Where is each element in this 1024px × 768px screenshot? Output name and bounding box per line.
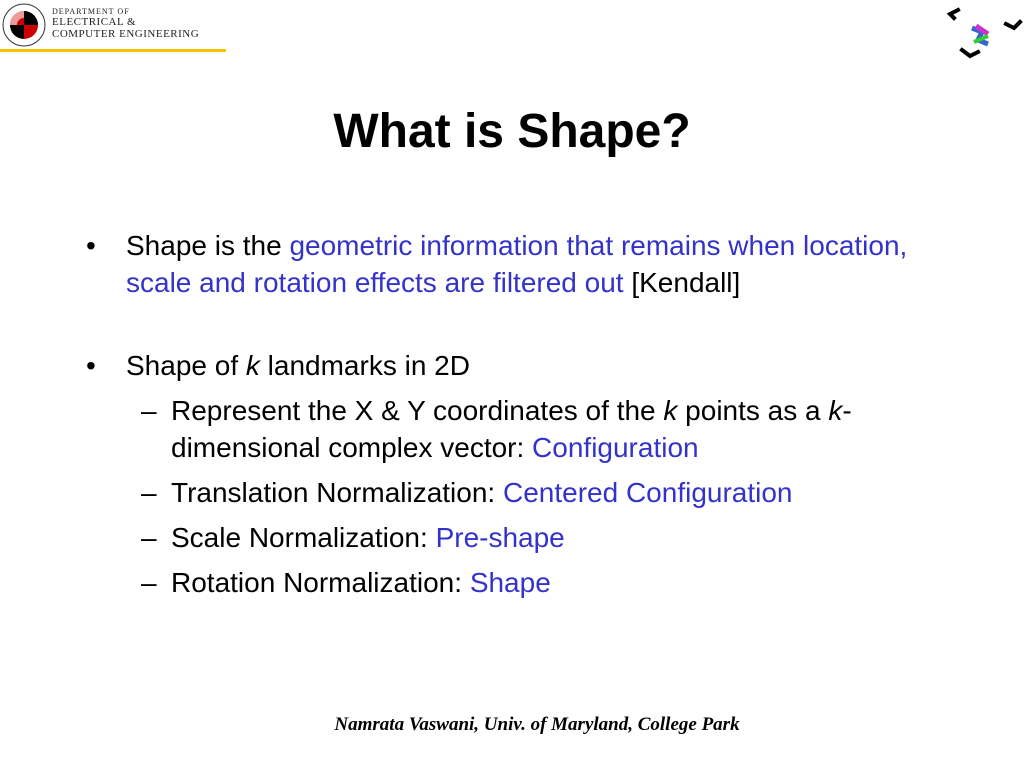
sub-bullet-configuration bbox=[86, 392, 956, 466]
sub-highlight: Shape bbox=[469, 567, 551, 598]
sub-highlight: Centered Configuration bbox=[502, 477, 793, 508]
bullet-mark: • bbox=[86, 230, 96, 261]
slide-footer: Namrata Vaswani, Univ. of Maryland, College Park bbox=[334, 714, 740, 735]
bullet-shape-landmarks bbox=[86, 347, 956, 384]
slide-body bbox=[86, 227, 956, 601]
corner-logo-icon bbox=[944, 4, 1024, 64]
sub-bullet-dash: – bbox=[141, 395, 157, 426]
bullet-text-suffix: landmarks in 2D bbox=[259, 350, 470, 381]
sub-text-a: Represent the X & Y coordinates of the bbox=[171, 395, 664, 426]
dept-line-1: DEPARTMENT OF bbox=[52, 7, 130, 16]
sub-text-b: points as a bbox=[677, 395, 829, 426]
sub-italic-k1: k bbox=[663, 395, 678, 426]
sub-text-c: -dimensional complex vector: bbox=[171, 395, 852, 463]
sub-text: Rotation Normalization: bbox=[171, 567, 470, 598]
bullet-mark: • bbox=[86, 350, 96, 381]
sub-bullet-scale bbox=[86, 519, 956, 556]
sub-italic-k2: k bbox=[828, 395, 843, 426]
sub-bullet-dash: – bbox=[141, 477, 157, 508]
department-name bbox=[52, 8, 199, 40]
bullet-text-prefix: Shape of bbox=[126, 350, 246, 381]
dept-line-2: ELECTRICAL & bbox=[52, 16, 137, 28]
bullet-text-suffix: [Kendall] bbox=[623, 267, 741, 298]
bullet-text-prefix: Shape is the bbox=[126, 230, 290, 261]
bullet-highlight: geometric information that remains when location, scale and rotation effects are filtered out bbox=[126, 230, 908, 298]
bullet-italic-k: k bbox=[245, 350, 260, 381]
sub-text: Translation Normalization: bbox=[171, 477, 503, 508]
department-logo bbox=[0, 0, 226, 52]
sub-bullet-translation bbox=[86, 474, 956, 511]
sub-highlight: Configuration bbox=[532, 432, 699, 463]
bullet-shape-definition bbox=[86, 227, 956, 301]
sub-bullet-dash: – bbox=[141, 522, 157, 553]
sub-bullet-dash: – bbox=[141, 567, 157, 598]
university-seal-icon bbox=[2, 3, 46, 47]
sub-highlight: Pre-shape bbox=[435, 522, 565, 553]
sub-text: Scale Normalization: bbox=[171, 522, 436, 553]
dept-line-3: COMPUTER ENGINEERING bbox=[52, 28, 200, 40]
sub-bullet-rotation bbox=[86, 564, 956, 601]
slide-title: What is Shape? bbox=[333, 105, 691, 158]
